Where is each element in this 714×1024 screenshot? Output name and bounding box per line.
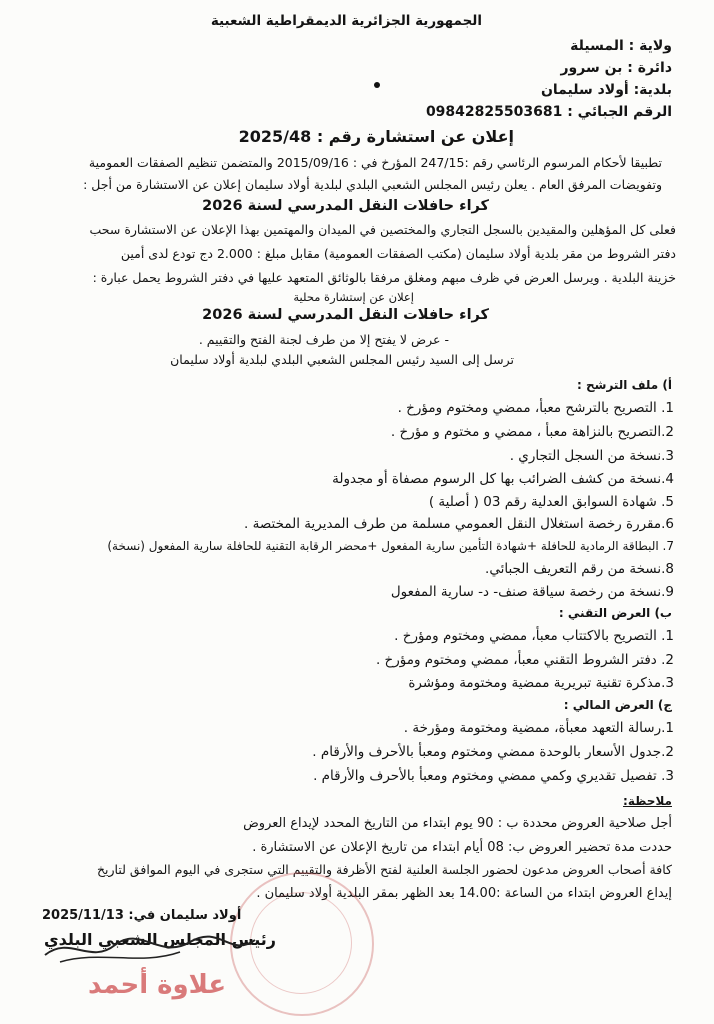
candidacy-item: 4.نسخة من كشف الضرائب بها كل الرسوم مصفاة أو مجدولة: [332, 471, 674, 487]
signature-scribble: [40, 930, 260, 970]
daira-line: دائرة : بن سرور: [560, 60, 672, 76]
baladia-line: بلدية: أولاد سليمان: [540, 82, 672, 98]
intro-line-2: وتفويضات المرفق العام . يعلن رئيس المجلس الشعبي البلدي لبلدية أولاد سليمان إعلان عن الاستشارة من أجل :: [83, 177, 662, 192]
financial-item: 2.جدول الأسعار بالوحدة ممضي ومختوم ومعبأ بالأحرف والأرقام .: [312, 744, 674, 760]
technical-item: 3.مذكرة تقنية تبريرية ممضية ومختومة ومؤشرة: [408, 675, 674, 691]
body-line-4: إعلان عن إستشارة محلية: [293, 290, 414, 304]
republic-title: الجمهورية الجزائرية الديمقراطية الشعبية: [210, 13, 482, 29]
tax-id-line: الرقم الجبائي : 09842825503681: [425, 104, 672, 120]
note-line-2: ترسل إلى السيد رئيس المجلس الشعبي البلدي لبلدية أولاد سليمان: [170, 352, 514, 367]
announcement-title: إعلان عن استشارة رقم : 2025/48: [238, 127, 514, 146]
candidacy-item: 8.نسخة من رقم التعريف الجبائي.: [485, 561, 674, 577]
body-line-2: دفتر الشروط من مقر بلدية أولاد سليمان (مكتب الصفقات العمومية) مقابل مبلغ : 2.000 دج تودع لدى أمين: [120, 246, 676, 261]
technical-heading: ب) العرض التقني :: [558, 606, 672, 620]
intro-line-1: تطبيقا لأحكام المرسوم الرئاسي رقم :247/15 المؤرخ في : 2015/09/16 والمتضمن تنظيم الصفقات العمومية: [88, 155, 662, 170]
notes-line: إيداع العروض ابتداء من الساعة :14.00 بعد الظهر بمقر البلدية أولاد سليمان .: [256, 886, 672, 901]
body-line-1: فعلى كل المؤهلين والمقيدين بالسجل التجاري والمختصين في الميدان والمهتمين بهذا الإعلان عن الاستشارة سحب: [89, 222, 676, 237]
signatory-name: علاوة أحمد: [88, 970, 227, 1000]
financial-item: 1.رسالة التعهد معبأة، ممضية ومختومة ومؤرخة .: [403, 720, 674, 736]
candidacy-item: 6.مقررة رخصة استغلال النقل العمومي مسلمة من طرف المديرية المختصة .: [244, 516, 674, 532]
wilaya-line: ولاية : المسيلة: [570, 38, 672, 54]
notes-line: كافة أصحاب العروض مدعون لحضور الجلسة العلنية لفتح الأظرفة والتقييم التي ستجرى في اليوم الموافق لتاريخ: [96, 862, 672, 877]
dot-mark: [374, 82, 380, 88]
notes-line: حددت مدة تحضير العروض ب: 08 أيام ابتداء من تاريخ الإعلان عن الاستشارة .: [252, 840, 672, 855]
signatory-title: رئيس المجلس الشعبي البلدي: [44, 930, 276, 949]
candidacy-item: 2.التصريح بالنزاهة معبأ ، ممضي و مختوم و مؤرخ .: [390, 424, 674, 440]
body-line-3: خزينة البلدية . ويرسل العرض في ظرف مبهم ومغلق مرفقا بالوثائق المتعهد عليها في دفتر الشروط يحمل عبارة :: [92, 270, 676, 285]
candidacy-item: 9.نسخة من رخصة سياقة صنف- د- سارية المفعول: [390, 584, 674, 600]
subject-title: كراء حافلات النقل المدرسي لسنة 2026: [202, 198, 489, 214]
notes-line: أجل صلاحية العروض محددة ب : 90 يوم ابتداء من التاريخ المحدد لإيداع العروض: [243, 816, 672, 831]
candidacy-item: 1. التصريح بالترشح معبأ، ممضي ومختوم ومؤرخ .: [397, 400, 674, 416]
subject-title-2: كراء حافلات النقل المدرسي لسنة 2026: [202, 307, 489, 323]
candidacy-heading: أ) ملف الترشح :: [577, 378, 672, 392]
candidacy-item: 3.نسخة من السجل التجاري .: [509, 448, 674, 464]
financial-heading: ج) العرض المالي :: [563, 698, 672, 712]
technical-item: 1. التصريح بالاكتتاب معبأ، ممضي ومختوم ومؤرخ .: [394, 628, 674, 644]
technical-item: 2. دفتر الشروط التقني معبأ، ممضي ومختوم ومؤرخ .: [375, 652, 674, 668]
candidacy-item: 7. البطاقة الرمادية للحافلة +شهادة التأمين سارية المفعول +محضر الرقابة التقنية للحافلة سارية المفعول (نسخة): [107, 539, 674, 553]
notes-heading: ملاحظة:: [623, 794, 672, 808]
financial-item: 3. تفصيل تقديري وكمي ممضي ومختوم ومعبأ بالأحرف والأرقام .: [313, 768, 674, 784]
place-date: أولاد سليمان في: 2025/11/13: [42, 908, 242, 923]
note-line-1: - عرض لا يفتح إلا من طرف لجنة الفتح والتقييم .: [198, 332, 449, 347]
candidacy-item: 5. شهادة السوابق العدلية رقم 03 ( أصلية ): [428, 494, 674, 510]
